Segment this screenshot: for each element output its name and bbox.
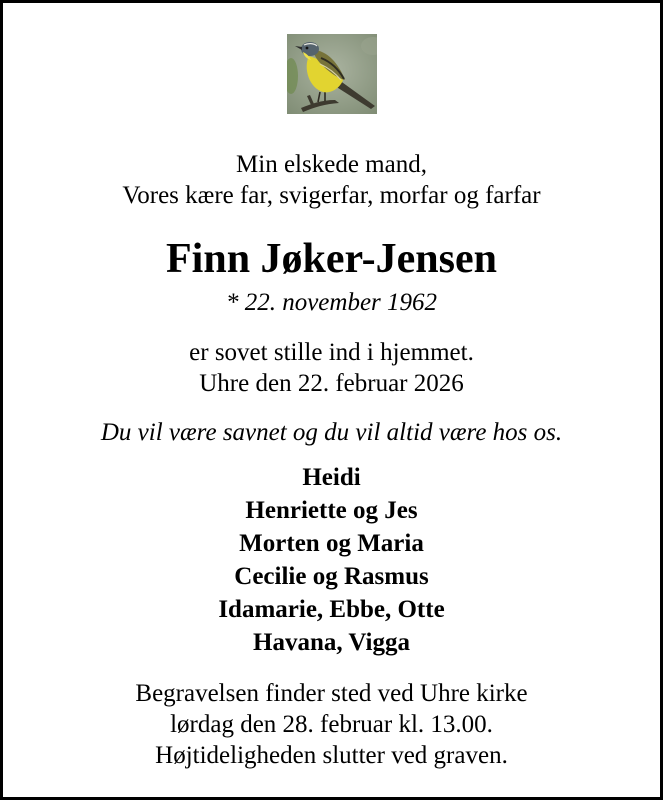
deceased-name: Finn Jøker-Jensen — [166, 236, 497, 282]
bird-photo-icon — [287, 34, 377, 114]
memorial-quote: Du vil være savnet og du vil altid være hos os. — [100, 419, 563, 446]
family-member: Havana, Vigga — [253, 629, 410, 656]
death-text — [3, 337, 660, 399]
obituary-notice — [3, 3, 660, 797]
funeral-info — [3, 678, 660, 771]
family-member: Cecilie og Rasmus — [234, 563, 429, 590]
funeral-line: Højtideligheden slutter ved graven. — [155, 742, 508, 769]
family-member: Heidi — [302, 464, 361, 491]
funeral-line: Begravelsen finder sted ved Uhre kirke — [135, 680, 528, 707]
funeral-line: lørdag den 28. februar kl. 13.00. — [170, 711, 493, 738]
intro-line: Vores kære far, svigerfar, morfar og farfar — [122, 182, 541, 209]
family-member: Henriette og Jes — [245, 497, 418, 524]
family-list — [3, 461, 660, 659]
death-line: Uhre den 22. februar 2026 — [199, 370, 464, 397]
birth-date: * 22. november 1962 — [225, 289, 438, 316]
family-member: Idamarie, Ebbe, Otte — [218, 596, 445, 623]
intro-line: Min elskede mand, — [236, 151, 427, 178]
family-member: Morten og Maria — [239, 530, 424, 557]
intro-text — [3, 149, 660, 211]
death-line: er sovet stille ind i hjemmet. — [189, 339, 474, 366]
